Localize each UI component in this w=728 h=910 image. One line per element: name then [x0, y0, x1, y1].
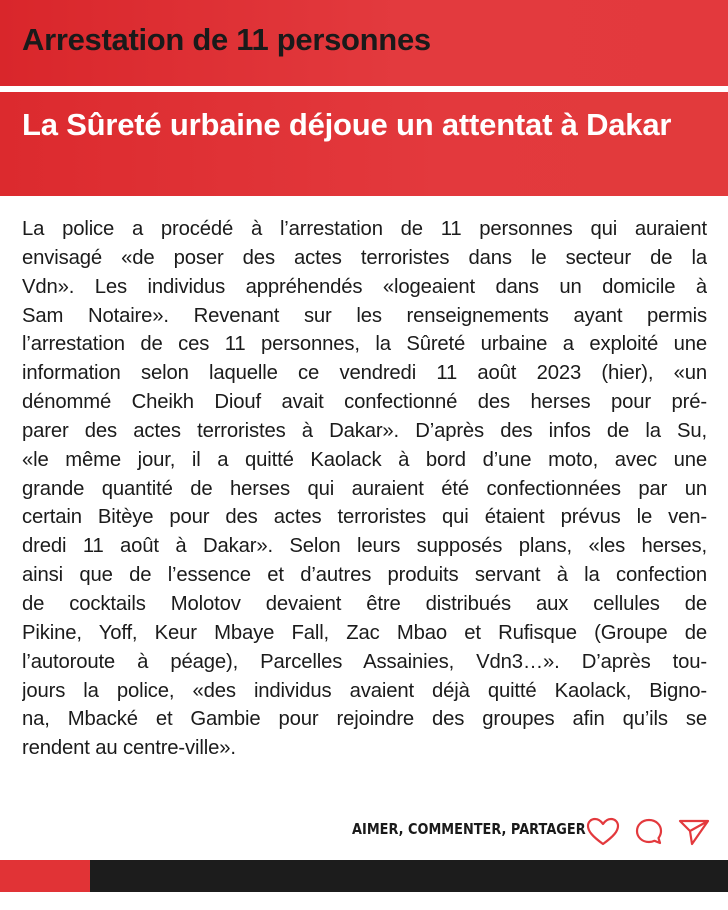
cta-text: AIMER, COMMENTER, PARTAGER: [352, 820, 586, 838]
bottom-bar-accent: [0, 860, 90, 892]
headline-title: La Sûreté urbaine déjoue un attentat à Dakar: [22, 107, 672, 142]
body-line: La police a procédé à l’arrestation de 11 personnes qui auraient: [22, 218, 707, 240]
body-line: dénommé Cheikh Diouf avait confectionné des herses pour pré-: [22, 391, 707, 414]
headline-banner: [0, 92, 728, 196]
kicker-banner: [0, 0, 728, 86]
action-icons: [586, 816, 710, 848]
comment-icon[interactable]: [634, 817, 664, 847]
body-line: Pikine, Yoff, Keur Mbaye Fall, Zac Mbao et Rufisque (Groupe de: [22, 621, 707, 644]
share-icon[interactable]: [678, 817, 710, 847]
body-line: certain Bitèye pour des actes terroristes qui étaient prévus le ven-: [22, 506, 707, 529]
body-line: Sam Notaire». Revenant sur les renseignements ayant permis: [22, 304, 707, 327]
body-line: grande quantité de herses qui auraient été confectionnées par un: [22, 477, 707, 500]
body-line: de cocktails Molotov devaient être distribués aux cellules de: [22, 592, 707, 615]
article-body: [22, 215, 707, 763]
body-line: envisagé «de poser des actes terroristes dans le secteur de la: [22, 246, 707, 269]
body-line: l’arrestation de ces 11 personnes, la Sûreté urbaine a exploité une: [22, 333, 707, 356]
body-line: ainsi que de l’essence et d’autres produits servant à la confection: [22, 564, 707, 587]
bottom-bar-dark: [90, 860, 728, 892]
body-line: information selon laquelle ce vendredi 11 août 2023 (hier), «un: [22, 362, 707, 385]
body-line: Vdn». Les individus appréhendés «logeaient dans un domicile à: [22, 275, 707, 298]
body-line: l’autoroute à péage), Parcelles Assainies, Vdn3…». D’après tou-: [22, 650, 707, 673]
body-line: rendent au centre-ville».: [22, 737, 236, 760]
body-line: «le même jour, il a quitté Kaolack à bord d’une moto, avec une: [22, 448, 707, 471]
body-line: parer des actes terroristes à Dakar». D’après des infos de la Su,: [22, 419, 707, 442]
bottom-bar: [0, 860, 728, 892]
body-line: dredi 11 août à Dakar». Selon leurs supposés plans, «les herses,: [22, 535, 707, 558]
heart-icon[interactable]: [586, 817, 620, 847]
body-line: na, Mbacké et Gambie pour rejoindre des groupes afin qu’ils se: [22, 708, 707, 731]
body-line: jours la police, «des individus avaient déjà quitté Kaolack, Bigno-: [22, 679, 707, 702]
kicker-title: Arrestation de 11 personnes: [22, 22, 431, 57]
